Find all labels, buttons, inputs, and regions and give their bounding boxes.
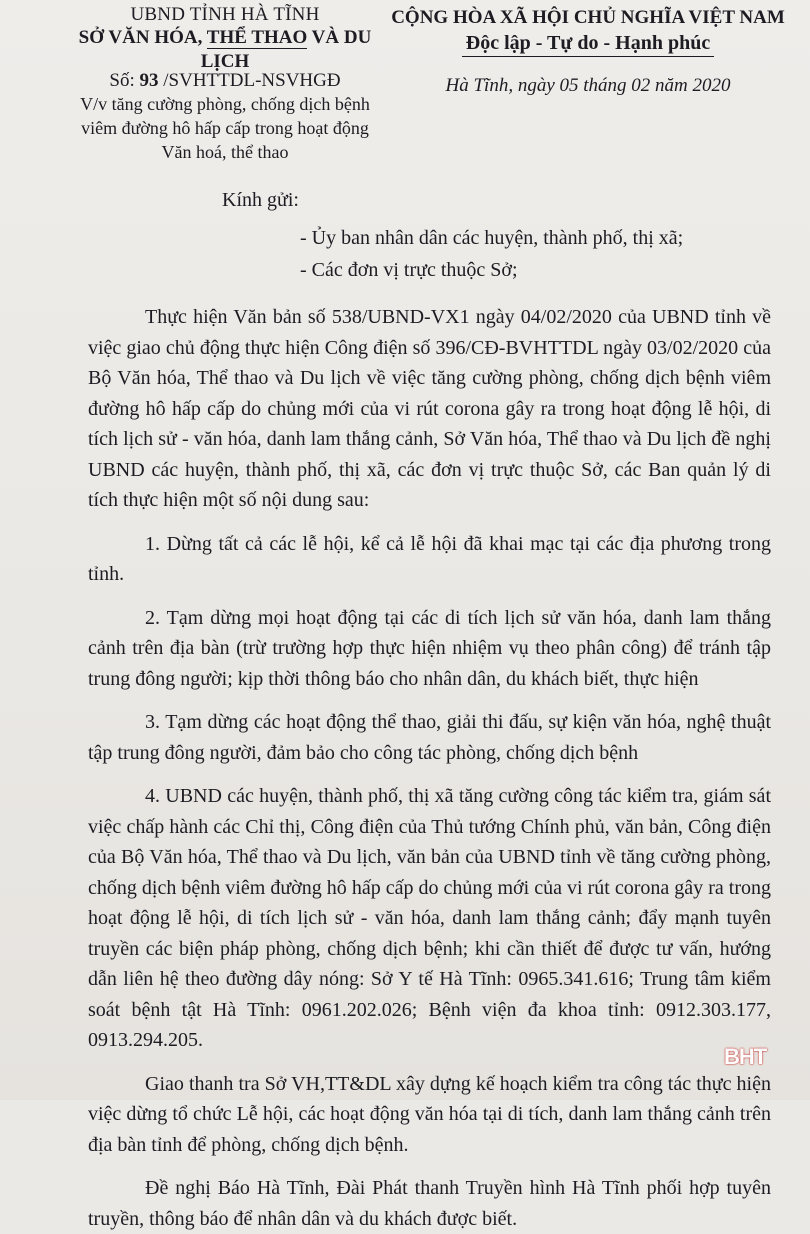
recipient-item: - Ủy ban nhân dân các huyện, thành phố, thị xã; [300,227,684,249]
directive-item-4: 4. UBND các huyện, thành phố, thị xã tăng cường công tác kiểm tra, giám sát việc chấp hành các Chỉ thị, Công điện của Thủ tướng Chính phủ, văn bản, Công điện của Bộ Văn hóa, Thể thao và Du lịch, văn bản của UBND tỉnh về tăng cường phòng, chống dịch bệnh viêm đường hô hấp cấp do chủng mới của vi rút corona gây ra trong hoạt động lễ hội, di tích lịch sử - văn hóa, danh lam thắng cảnh; đẩy mạnh tuyên truyền các biện pháp phòng, chống dịch bệnh; khi cần thiết để được tư vấn, hướng dẫn liên hệ theo đường dây nóng: Sở Y tế Hà Tĩnh: 0965.341.616; Trung tâm kiểm soát bệnh tật Hà Tĩnh: 0961.202.026; Bệnh viện đa khoa tỉnh: 0912.303.177, 0913.294.205. [88,785,771,1051]
document-number: Số: 93 /SVHTTDL-NSVHGĐ [109,70,341,91]
directive-item-3: 3. Tạm dừng các hoạt động thể thao, giải thi đấu, sự kiện văn hóa, nghệ thuật tập trung đông người, đảm bảo cho công tác phòng, chống dịch bệnh [88,711,771,764]
greeting: Kính gửi: [222,189,299,211]
date-place: Hà Tĩnh, ngày 05 tháng 02 năm 2020 [445,75,731,96]
document-body [88,302,771,1234]
recipient-list [300,222,683,286]
directive-item-1: 1. Dừng tất cả các lễ hội, kể cả lễ hội đã khai mạc tại các địa phương trong tỉnh. [88,532,771,585]
nation-name: CỘNG HÒA XÃ HỘI CHỦ NGHĨA VIỆT NAM [391,7,785,28]
national-heading [388,6,788,57]
recipient-item: - Các đơn vị trực thuộc Sở; [300,259,518,281]
agency-parent: UBND TỈNH HÀ TĨNH [130,4,320,25]
agency-name: SỞ VĂN HÓA, THỂ THAO VÀ DU LỊCH [78,27,372,72]
watermark-logo: BHT [724,1044,767,1069]
directive-item-2: 2. Tạm dừng mọi hoạt động tại các di tích lịch sử văn hóa, danh lam thắng cảnh trên địa bàn (trừ trường hợp thực hiện nhiệm vụ theo phân công) để tránh tập trung đông người; kịp thời thông báo cho nhân dân, du khách biết, thực hiện [88,606,771,690]
national-motto: Độc lập - Tự do - Hạnh phúc [462,30,714,57]
intro-paragraph: Thực hiện Văn bản số 538/UBND-VX1 ngày 04/02/2020 của UBND tỉnh về việc giao chủ động thực hiện Công điện số 396/CĐ-BVHTTDL ngày 03/02/2020 của Bộ Văn hóa, Thể thao và Du lịch về việc tăng cường phòng, chống dịch bệnh viêm đường hô hấp cấp do chủng mới của vi rút corona gây ra trong hoạt động lễ hội, di tích lịch sử - văn hóa, danh lam thắng cảnh, Sở Văn hóa, Thể thao và Du lịch đề nghị UBND các huyện, thành phố, thị xã, các đơn vị trực thuộc Sở, các Ban quản lý di tích thực hiện một số nội dung sau: [88,306,771,511]
issuing-agency [60,4,390,74]
document-subject: V/v tăng cường phòng, chống dịch bệnh viêm đường hô hấp cấp trong hoạt động Văn hoá, thể thao [80,94,370,162]
inspection-paragraph: Giao thanh tra Sở VH,TT&DL xây dựng kế hoạch kiểm tra công tác thực hiện việc dừng tổ chức Lễ hội, các hoạt động văn hóa tại di tích, danh lam thắng cảnh trên địa bàn tỉnh để phòng, chống dịch bệnh. [88,1072,771,1156]
media-paragraph: Đề nghị Báo Hà Tĩnh, Đài Phát thanh Truyền hình Hà Tĩnh phối hợp tuyên truyền, thông báo để nhân dân và du khách được biết. [88,1177,771,1230]
